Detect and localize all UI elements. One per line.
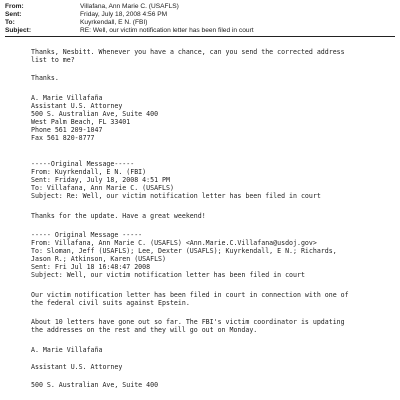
reply-line-2: list to me? xyxy=(31,56,75,64)
original-message-separator: -----Original Message----- xyxy=(31,160,135,168)
signature-name: A. Marie Villafaña xyxy=(31,94,103,102)
original-body: Thanks for the update. Have a great weekend! xyxy=(31,212,206,220)
header-from-label: From: xyxy=(5,3,24,10)
reply-line-1: Thanks, Nesbitt. Whenever you have a chance, can you send the corrected address xyxy=(31,48,345,56)
nested-body-line-3: About 10 letters have gone out so far. The FBI's victim coordinator is updating xyxy=(31,318,345,326)
nested-sent: Sent: Fri Jul 18 16:48:47 2008 xyxy=(31,263,151,271)
header-from-value: Villafana, Ann Marie C. (USAFLS) xyxy=(80,3,179,10)
header-from-row xyxy=(5,3,254,11)
signature-title: Assistant U.S. Attorney xyxy=(31,102,123,110)
reply-thanks: Thanks. xyxy=(31,74,59,82)
original-sent: Sent: Friday, July 18, 2008 4:51 PM xyxy=(31,176,170,184)
nested-to-line-1: To: Sloman, Jeff (USAFLS); Lee, Dexter (USAFLS); Kuyrkendall, E N.; Richards, xyxy=(31,247,337,255)
email-header xyxy=(5,3,254,35)
nested-body-line-4: the addresses on the rest and they will go out on Monday. xyxy=(31,326,258,334)
signature-fax: Fax 561 820-8777 xyxy=(31,134,95,142)
header-sent-label: Sent: xyxy=(5,11,22,18)
header-divider xyxy=(5,36,395,37)
nested-signature-address: 500 S. Australian Ave, Suite 400 xyxy=(31,381,159,389)
header-sent-row xyxy=(5,11,254,19)
header-to-row xyxy=(5,19,254,27)
nested-body-line-1: Our victim notification letter has been filed in court in connection with one of xyxy=(31,291,349,299)
original-to: To: Villafana, Ann Marie C. (USAFLS) xyxy=(31,184,174,192)
header-to-value: Kuyrkendall, E N. (FBI) xyxy=(80,19,148,26)
header-to-label: To: xyxy=(5,19,15,26)
nested-to-line-2: Jason R.; Atkinson, Karen (USAFLS) xyxy=(31,255,166,263)
header-subject-value: RE: Well, our victim notification letter has been filed in court xyxy=(80,27,254,34)
signature-address-2: West Palm Beach, FL 33401 xyxy=(31,118,131,126)
original-from: From: Kuyrkendall, E N. (FBI) xyxy=(31,168,147,176)
nested-message-separator: ----- Original Message ----- xyxy=(31,231,143,239)
signature-address-1: 500 S. Australian Ave, Suite 400 xyxy=(31,110,159,118)
header-subject-label: Subject: xyxy=(5,27,32,34)
nested-signature-name: A. Marie Villafaña xyxy=(31,346,103,354)
nested-body-line-2: the federal civil suits against Epstein. xyxy=(31,299,190,307)
signature-phone: Phone 561 209-1047 xyxy=(31,126,103,134)
header-subject-row xyxy=(5,27,254,35)
original-subject: Subject: Re: Well, our victim notification letter has been filed in court xyxy=(31,192,321,200)
nested-subject: Subject: Well, our victim notification letter has been filed in court xyxy=(31,271,305,279)
header-sent-value: Friday, July 18, 2008 4:56 PM xyxy=(80,11,168,18)
nested-signature-title: Assistant U.S. Attorney xyxy=(31,363,123,371)
nested-from: From: Villafana, Ann Marie C. (USAFLS) <Ann.Marie.C.Villafana@usdoj.gov> xyxy=(31,239,317,247)
